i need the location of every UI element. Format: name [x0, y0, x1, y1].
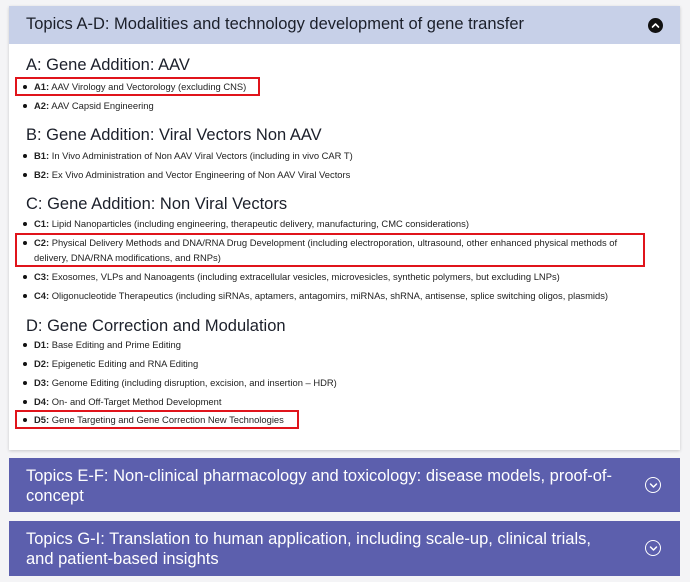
- list-item-b2: [21, 167, 661, 182]
- item-code: D5:: [34, 414, 50, 425]
- topics-g-i-panel[interactable]: [9, 521, 680, 576]
- item-code: D2:: [34, 358, 50, 369]
- section-heading-c: C: Gene Addition: Non Viral Vectors: [26, 195, 288, 213]
- item-text: Oligonucleotide Therapeutics (including siRNAs, aptamers, antagomirs, miRNAs, shRNA, antisense, splice switching oligos, plasmids): [51, 290, 609, 301]
- chevron-down-icon[interactable]: [645, 477, 661, 493]
- item-text: Physical Delivery Methods and DNA/RNA Drug Development (including electroporation, ultrasound, other enhanced physical methods of delivery, DNA/RNA modifications, and RNPs): [34, 237, 618, 263]
- item-text: AAV Virology and Vectorology (excluding CNS): [51, 81, 247, 92]
- bullet-icon: [23, 241, 27, 245]
- item-text: Base Editing and Prime Editing: [51, 339, 181, 350]
- item-text: Epigenetic Editing and RNA Editing: [51, 358, 199, 369]
- list-item-c4: [21, 288, 661, 303]
- topics-e-f-panel[interactable]: [9, 458, 680, 512]
- list-item-c2: [21, 235, 651, 265]
- bullet-icon: [23, 381, 27, 385]
- item-text: On- and Off-Target Method Development: [51, 396, 222, 407]
- item-text: Gene Targeting and Gene Correction New Technologies: [51, 414, 284, 425]
- bullet-icon: [23, 154, 27, 158]
- list-item-a1: [21, 79, 661, 94]
- topics-a-d-panel: [9, 6, 680, 450]
- item-text: In Vivo Administration of Non AAV Viral Vectors (including in vivo CAR T): [51, 150, 353, 161]
- bullet-icon: [23, 85, 27, 89]
- topics-a-d-header[interactable]: [9, 6, 680, 44]
- list-item-d5: [21, 412, 661, 427]
- list-item-b1: [21, 148, 661, 163]
- section-heading-d: D: Gene Correction and Modulation: [26, 317, 286, 335]
- item-code: C1:: [34, 218, 50, 229]
- section-heading-a: A: Gene Addition: AAV: [26, 56, 190, 74]
- list-item-c3: [21, 269, 661, 284]
- chevron-up-icon[interactable]: [648, 18, 663, 33]
- panel-title: Topics G-I: Translation to human application, including scale-up, clinical trials, and patient-based insights: [26, 530, 591, 568]
- item-code: C4:: [34, 290, 50, 301]
- item-code: B2:: [34, 169, 50, 180]
- item-code: A2:: [34, 100, 50, 111]
- bullet-icon: [23, 343, 27, 347]
- item-text: Genome Editing (including disruption, excision, and insertion – HDR): [51, 377, 337, 388]
- bullet-icon: [23, 275, 27, 279]
- bullet-icon: [23, 173, 27, 177]
- item-text: Ex Vivo Administration and Vector Engineering of Non AAV Viral Vectors: [51, 169, 351, 180]
- list-item-d4: [21, 394, 661, 409]
- panel-title: Topics A-D: Modalities and technology development of gene transfer: [26, 15, 525, 33]
- bullet-icon: [23, 418, 27, 422]
- bullet-icon: [23, 362, 27, 366]
- list-item-d3: [21, 375, 661, 390]
- item-code: D1:: [34, 339, 50, 350]
- item-code: A1:: [34, 81, 50, 92]
- item-code: B1:: [34, 150, 50, 161]
- list-item-c1: [21, 216, 661, 231]
- chevron-down-icon[interactable]: [645, 540, 661, 556]
- item-code: C3:: [34, 271, 50, 282]
- item-code: C2:: [34, 237, 50, 248]
- list-item-d2: [21, 356, 661, 371]
- panel-title: Topics E-F: Non-clinical pharmacology and toxicology: disease models, proof-of-concept: [26, 467, 613, 505]
- bullet-icon: [23, 400, 27, 404]
- list-item-a2: [21, 98, 661, 113]
- bullet-icon: [23, 104, 27, 108]
- bullet-icon: [23, 294, 27, 298]
- list-item-d1: [21, 337, 661, 352]
- item-text: Exosomes, VLPs and Nanoagents (including extracellular vesicles, microvesicles, synthetic polymers, but excluding LNPs): [51, 271, 560, 282]
- bullet-icon: [23, 222, 27, 226]
- section-heading-b: B: Gene Addition: Viral Vectors Non AAV: [26, 126, 322, 144]
- item-text: Lipid Nanoparticles (including engineering, therapeutic delivery, manufacturing, CMC considerations): [51, 218, 469, 229]
- item-text: AAV Capsid Engineering: [51, 100, 154, 111]
- item-code: D4:: [34, 396, 50, 407]
- item-code: D3:: [34, 377, 50, 388]
